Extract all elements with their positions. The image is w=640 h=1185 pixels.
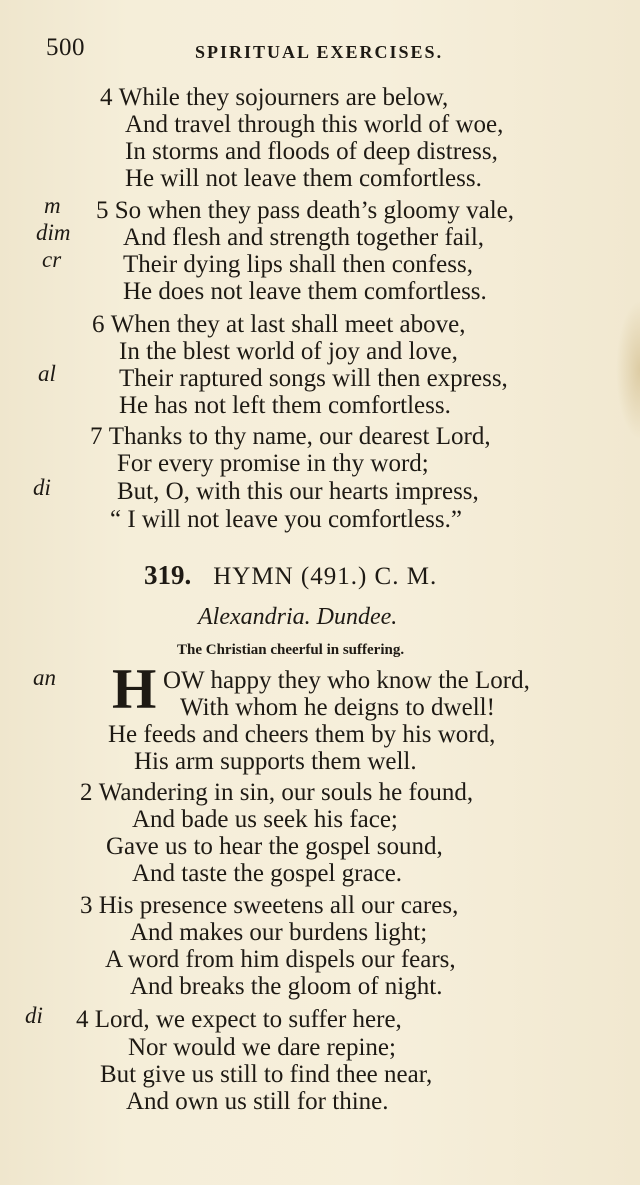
hymn-number: 319. [144, 560, 192, 590]
verse-line: Their raptured songs will then express, [119, 365, 508, 392]
hymn-label: HYMN (491.) C. M. [213, 563, 438, 590]
verse-line: “ I will not leave you comfortless.” [110, 506, 462, 533]
page-header [46, 34, 606, 74]
verse-line: 7 Thanks to thy name, our dearest Lord, [90, 423, 491, 450]
stanza-number: 4 [76, 1006, 89, 1033]
verse-line: Gave us to hear the gospel sound, [106, 833, 443, 860]
verse-line: In the blest world of joy and love, [119, 338, 458, 365]
stanza-number: 6 [92, 311, 105, 338]
verse-line: Nor would we dare repine; [128, 1034, 396, 1061]
verse-line: OW happy they who know the Lord, [163, 667, 530, 694]
stanza-number: 3 [80, 892, 93, 919]
margin-mark-m: m [44, 193, 61, 218]
verse-line: His arm supports them well. [134, 748, 417, 775]
verse-line: 5 So when they pass death’s gloomy vale, [96, 197, 514, 224]
verse-line: Their dying lips shall then confess, [123, 251, 473, 278]
verse-line: 2 Wandering in sin, our souls he found, [80, 779, 474, 806]
verse-line: A word from him dispels our fears, [105, 946, 456, 973]
verse-line: 6 When they at last shall meet above, [92, 311, 466, 338]
drop-cap: H [112, 658, 157, 721]
stanza-number: 7 [90, 423, 103, 450]
verse-line: He has not left them comfortless. [119, 392, 451, 419]
running-title: SPIRITUAL EXERCISES. [195, 42, 444, 62]
verse-line: He feeds and cheers them by his word, [108, 721, 496, 748]
stanza-number: 4 [100, 84, 113, 111]
hymn-heading [144, 560, 564, 594]
stanza-number: 5 [96, 197, 109, 224]
verse-line: And breaks the gloom of night. [130, 973, 443, 1000]
verse-line: And own us still for thine. [126, 1088, 389, 1115]
verse-line: And flesh and strength together fail, [123, 224, 485, 251]
paper-stain [616, 300, 640, 440]
hymn-subject: The Christian cheerful in suffering. [177, 642, 405, 658]
margin-mark-al: al [38, 361, 56, 386]
verse-line: 4 Lord, we expect to suffer here, [76, 1006, 402, 1033]
tune-names: Alexandria. Dundee. [198, 604, 398, 630]
verse-line: But, O, with this our hearts impress, [117, 478, 479, 505]
verse-line: And travel through this world of woe, [125, 111, 504, 138]
stanza-number: 2 [80, 779, 93, 806]
verse-line: He will not leave them comfortless. [125, 165, 482, 192]
margin-mark-di: di [33, 475, 51, 500]
verse-line: 3 His presence sweetens all our cares, [80, 892, 459, 919]
margin-mark-di: di [25, 1003, 43, 1028]
verse-line: For every promise in thy word; [117, 450, 429, 477]
verse-line: And bade us seek his face; [132, 806, 398, 833]
verse-line: 4 While they sojourners are below, [100, 84, 449, 111]
verse-line: But give us still to find thee near, [100, 1061, 433, 1088]
page-number: 500 [46, 34, 85, 61]
margin-mark-cr: cr [42, 247, 62, 272]
verse-line: And taste the gospel grace. [132, 860, 403, 887]
verse-line: In storms and floods of deep distress, [125, 138, 498, 165]
verse-line: He does not leave them comfortless. [123, 278, 487, 305]
margin-mark-dim: dim [36, 220, 71, 245]
verse-line: With whom he deigns to dwell! [180, 694, 495, 721]
margin-mark-an: an [33, 665, 56, 690]
verse-line: And makes our burdens light; [130, 919, 428, 946]
